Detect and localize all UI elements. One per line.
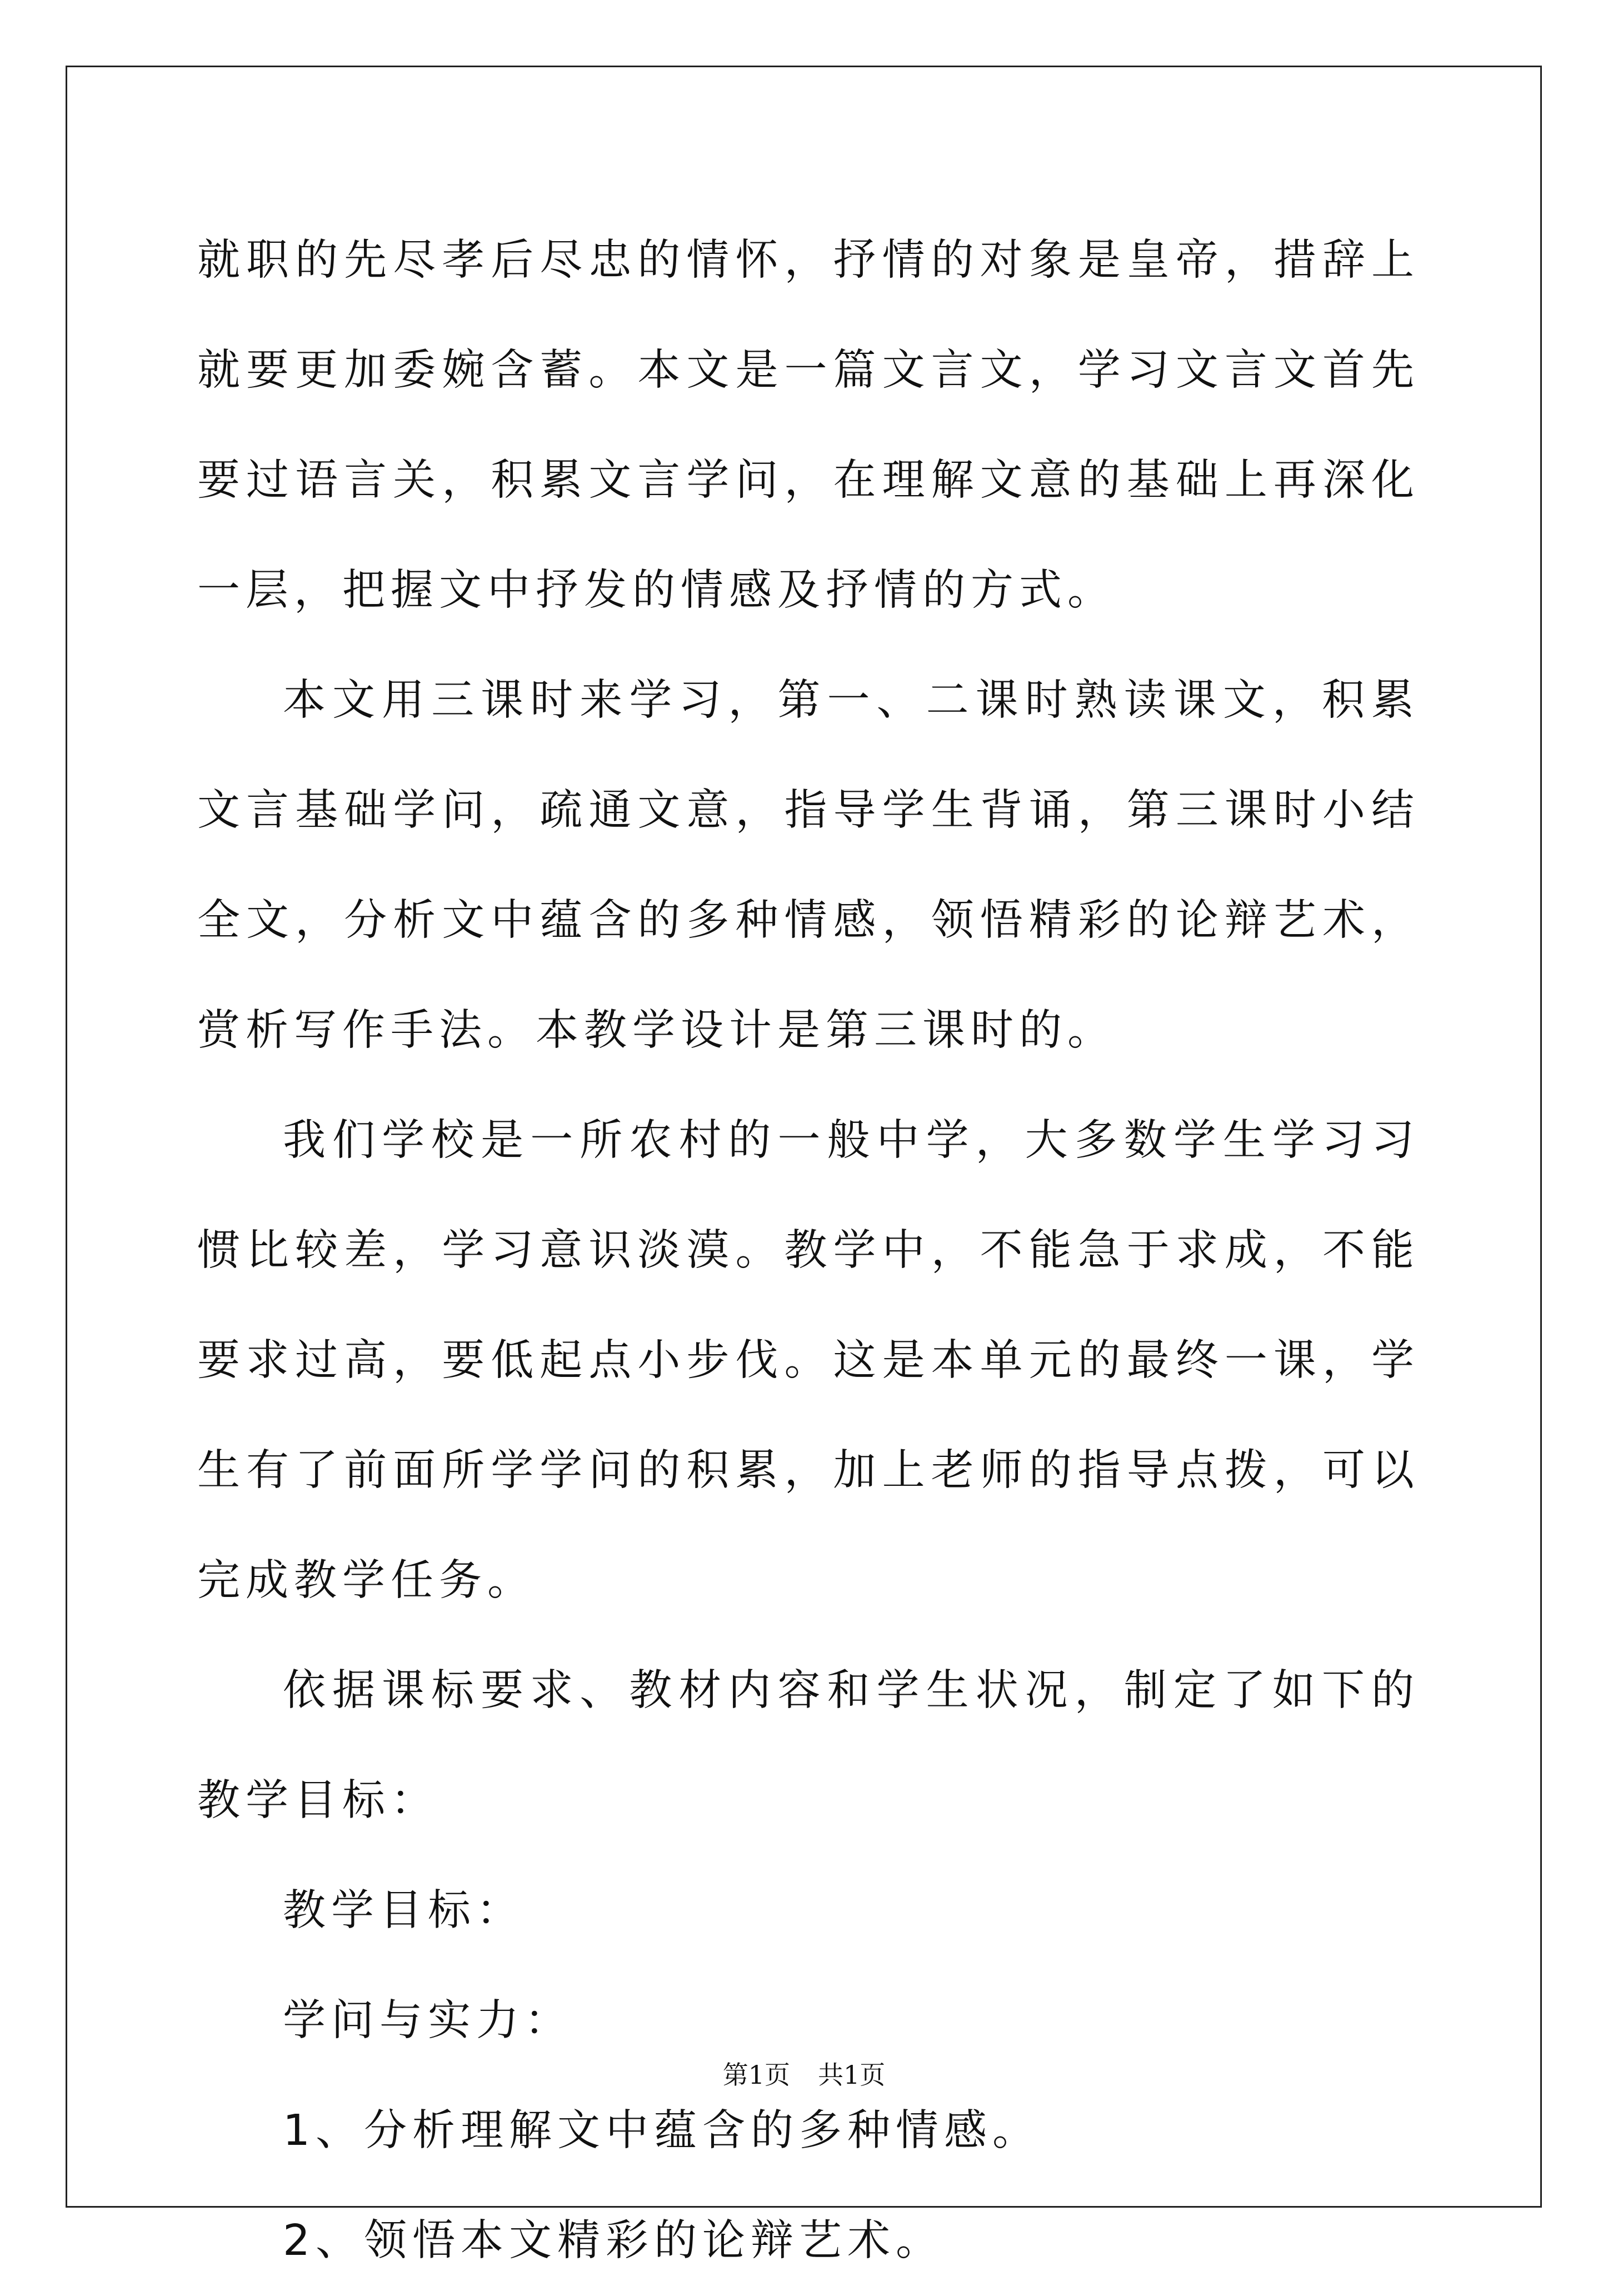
page-total: 共1页: [818, 2060, 886, 2090]
paragraph-2: 本文用三课时来学习，第一、二课时熟读课文，积累文言基础学问，疏通文意，指导学生背诵，第三课时小结全文，分析文中蕴含的多种情感，领悟精彩的论辩艺术，赏析写作手法。本教学设计是第三课时的。: [197, 676, 1420, 1055]
paragraph-3: 我们学校是一所农村的一般中学，大多数学生学习习惯比较差，学习意识淡漠。教学中，不能急于求成，不能要求过高，要低起点小步伐。这是本单元的最终一课，学生有了前面所学学问的积累，加上老师的指导点拨，可以完成教学任务。: [197, 1116, 1420, 1605]
paragraph-1: 就职的先尽孝后尽忠的情怀，抒情的对象是皇帝，措辞上就要更加委婉含蓄。本文是一篇文言文，学习文言文首先要过语言关，积累文言学问，在理解文意的基础上再深化一层，把握文中抒发的情感及抒情的方式。: [197, 236, 1420, 615]
section-heading-teaching-goals: 教学目标：: [283, 1886, 525, 1935]
document-body: [197, 206, 1420, 2296]
paragraph-4: 依据课标要求、教材内容和学生状况，制定了如下的教学目标：: [197, 1666, 1420, 1825]
subheading-knowledge-ability: 学问与实力：: [283, 1996, 573, 2045]
goal-item-2: 2、领悟本文精彩的论辩艺术。: [283, 2216, 944, 2265]
goal-item-1: 1、分析理解文中蕴含的多种情感。: [283, 2106, 1041, 2155]
page-footer: [0, 2055, 1608, 2092]
page-number: 第1页: [722, 2060, 790, 2090]
